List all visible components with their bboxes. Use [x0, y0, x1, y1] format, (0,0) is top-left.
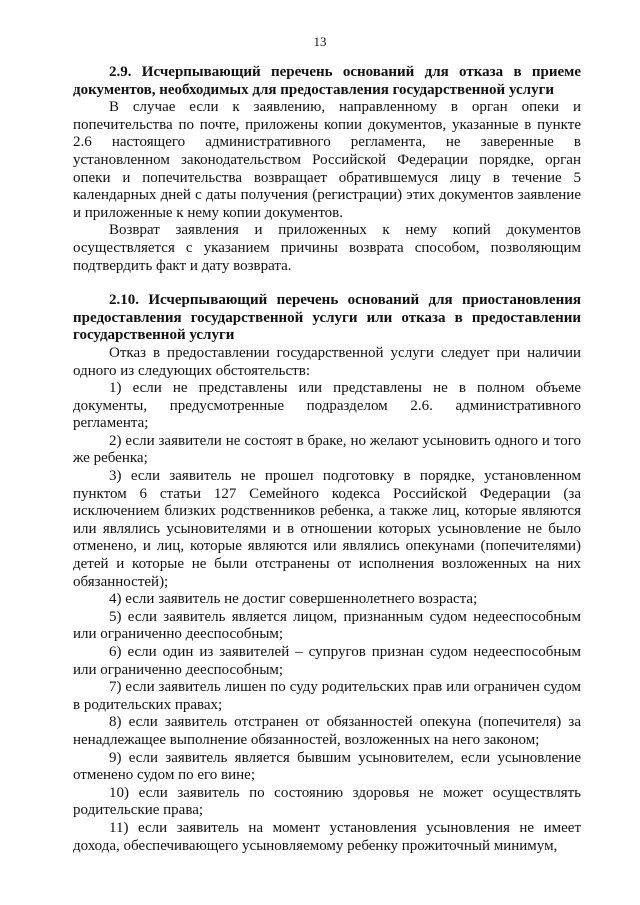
- section-heading-2-10: 2.10. Исчерпывающий перечень оснований для приостановления предоставления государственной услуги или отказа в предоставлении государственной услуги: [73, 292, 581, 344]
- list-item: 10) если заявитель по состоянию здоровья не может осуществлять родительские права;: [73, 784, 581, 819]
- list-item: 4) если заявитель не достиг совершеннолетнего возраста;: [109, 591, 478, 608]
- paragraph: В случае если к заявлению, направленному в орган опеки и попечительства по почте, приложены копии документов, указанные в пункте 2.6 настоящего административного регламента, не заверенные в установленном законодательством Российской Федерации порядке, орган опеки и попечительства возвращает обратившемуся лицу в течение 5 календарных дней с даты получения (регистрации) этих документов заявление и приложенные к нему копии документов.: [73, 99, 581, 221]
- paragraph: Возврат заявления и приложенных к нему копий документов осуществляется с указанием причины возврата способом, позволяющим подтвердить факт и дату возврата.: [73, 222, 581, 274]
- list-item: 8) если заявитель отстранен от обязанностей опекуна (попечителя) за ненадлежащее выполнение обязанностей, возложенных на него законом;: [73, 714, 581, 748]
- list-item: 7) если заявитель лишен по суду родительских прав или ограничен судом в родительских правах;: [73, 679, 581, 713]
- list-item: 3) если заявитель не прошел подготовку в порядке, установленном пунктом 6 статьи 127 Семейного кодекса Российской Федерации (за исключением близких родственников ребенка, а также лиц, которые являются или являлись усыновителями и в отношении которых усыновление не было отменено, и лиц, которые являются или являлись опекунами (попечителями) детей и которые не были отстранены от исполнения возложенных на них обязанностей);: [73, 468, 581, 590]
- list-item: 2) если заявители не состоят в браке, но желают усыновить одного и того же ребенка;: [73, 432, 581, 467]
- paragraph: Отказ в предоставлении государственной услуги следует при наличии одного из следующих обстоятельств:: [73, 344, 581, 379]
- section-heading-2-9: 2.9. Исчерпывающий перечень оснований для отказа в приеме документов, необходимых для предоставления государственной услуги: [73, 64, 581, 98]
- document-body: [73, 64, 581, 855]
- list-item: 9) если заявитель является бывшим усыновителем, если усыновление отменено судом по его вине;: [73, 749, 581, 784]
- list-item: 6) если один из заявителей – супругов признан судом недееспособным или ограниченно дееспособным;: [73, 644, 581, 678]
- list-item: 1) если не представлены или представлены не в полном объеме документы, предусмотренные подразделом 2.6. административного регламента;: [73, 380, 581, 432]
- list-item: 11) если заявитель на момент установления усыновления не имеет дохода, обеспечивающего усыновляемому ребенку прожиточный минимум,: [73, 819, 581, 854]
- page-number: 13: [313, 34, 327, 49]
- list-item: 5) если заявитель является лицом, признанным судом недееспособным или ограниченно дееспособным;: [73, 608, 581, 643]
